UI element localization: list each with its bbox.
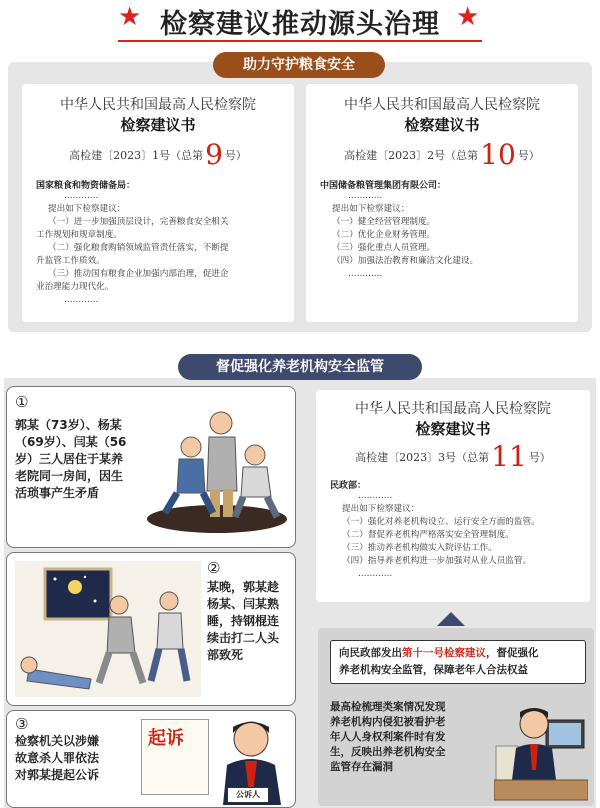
card-body: ………… 提出如下检察建议： （一）进一步加强顶层设计，完善粮食安全相关 工作规划和规章制度。 （二）强化粮食购销领域监管责任落实，不断提 升监管工作质效。 （三）推动国有粮食企业加强内部治理，促进企 业治理能力现代化。 ………… bbox=[36, 191, 229, 305]
card-code: 高检建〔2023〕3号（总第11 号） bbox=[355, 440, 551, 473]
card-doc-title: 检察建议书 bbox=[404, 116, 480, 134]
official-desk-illustration bbox=[494, 696, 588, 802]
up-arrow-icon bbox=[437, 612, 465, 626]
step-number: ③ bbox=[15, 715, 29, 733]
indictment-document bbox=[141, 719, 209, 795]
page-title: 检察建议推动源头治理 bbox=[160, 9, 440, 40]
star-icon-left: ★ bbox=[118, 2, 142, 32]
step-text: 某晚，郭某趁 杨某、闫某熟 睡，持钢棍连 续击打二人头 部致死 bbox=[207, 580, 280, 662]
card-addressee: 民政部： bbox=[330, 481, 367, 491]
summary-line-2: 养老机构安全监管，保障老年人合法权益 bbox=[339, 664, 528, 676]
card-body: ………… 提出如下检察建议： （一）强化对养老机构设立、运行安全方面的监管。 （二）督促养老机构严格落实安全管理制度。 （三）推动养老机构做实入院评估工作。 （四）指导养老机构进一步加强对从业人员监管。 ………… bbox=[342, 491, 540, 579]
indictment-stamp: 起诉 bbox=[148, 728, 184, 749]
section-label-elderly: 督促强化养老机构安全监管 bbox=[178, 354, 422, 380]
page-header bbox=[0, 0, 600, 44]
card-addressee: 中国储备粮管理集团有限公司： bbox=[320, 181, 447, 191]
story-panel-3 bbox=[6, 710, 296, 808]
summary-highlight: 第十一号检察建议 bbox=[402, 647, 486, 659]
star-icon-right: ★ bbox=[456, 2, 480, 32]
attack-illustration bbox=[15, 561, 201, 697]
proposal-card-3 bbox=[316, 390, 590, 602]
card-body: ………… 提出如下检察建议： （一）健全经营管理制度。 （二）优化企业财务管理。 （三）强化重点人员管理。 （四）加强法治教育和廉洁文化建设。 ………… bbox=[332, 191, 479, 279]
card-doc-title: 检察建议书 bbox=[120, 116, 196, 134]
card-doc-title: 检察建议书 bbox=[415, 420, 491, 438]
card-org: 中华人民共和国最高人民检察院 bbox=[60, 97, 256, 113]
summary-callout bbox=[330, 640, 586, 684]
card-number: 9 bbox=[205, 138, 223, 171]
step-text: 郭某（73岁）、杨某 （69岁）、闫某（56 岁）三人居住于某养 老院同一房间，因生 活琐事产生矛盾 bbox=[15, 418, 127, 500]
story-panel-1 bbox=[6, 386, 296, 548]
step-number: ① bbox=[15, 393, 29, 411]
story-panel-2 bbox=[6, 552, 296, 706]
step-number: ② bbox=[207, 559, 221, 577]
quarrel-illustration bbox=[137, 401, 289, 541]
proposal-card-1 bbox=[22, 84, 294, 322]
card-number: 10 bbox=[480, 138, 516, 171]
proposal-card-2 bbox=[306, 84, 578, 322]
card-number: 11 bbox=[491, 440, 527, 473]
title-rule bbox=[118, 40, 482, 42]
card-org: 中华人民共和国最高人民检察院 bbox=[355, 401, 551, 417]
card-addressee: 国家粮食和物资储备局： bbox=[36, 181, 136, 191]
card-code: 高检建〔2023〕2号（总第10 号） bbox=[344, 138, 540, 171]
card-code: 高检建〔2023〕1号（总第9 号） bbox=[69, 138, 247, 171]
prosecutor-badge: 公诉人 bbox=[227, 787, 269, 803]
summary-text: 最高检梳理类案情况发现 养老机构内侵犯被看护老 年人人身权利案件时有发 生，反映出养老机构安全 监管存在漏洞 bbox=[330, 701, 446, 773]
section-label-grain: 助力守护粮食安全 bbox=[213, 52, 385, 78]
summary-line-1: 向民政部发出第十一号检察建议，督促强化 bbox=[339, 647, 539, 659]
card-org: 中华人民共和国最高人民检察院 bbox=[344, 97, 540, 113]
step-text: 检察机关以涉嫌 故意杀人罪依法 对郭某提起公诉 bbox=[15, 734, 100, 782]
